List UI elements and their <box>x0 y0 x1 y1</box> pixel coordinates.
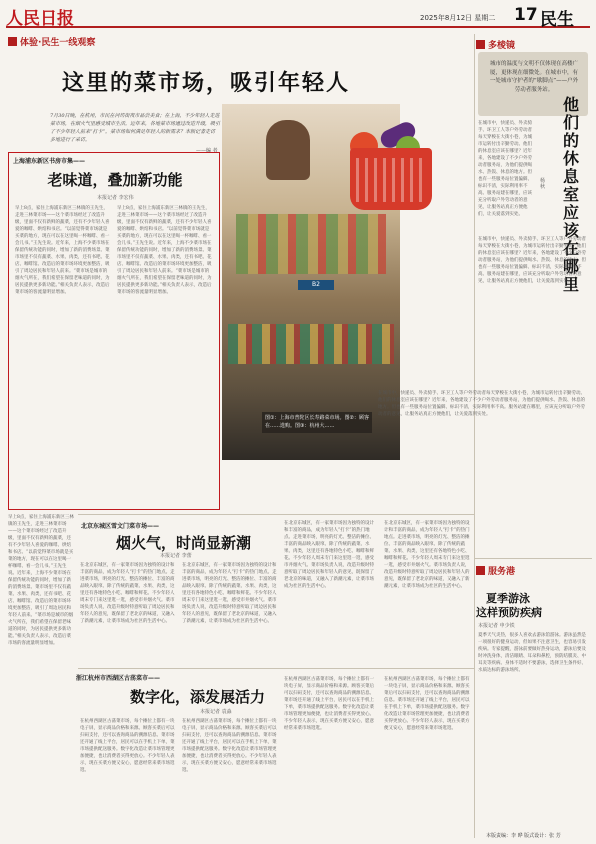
story-body-col1: 在北京东城区，有一家菜市场因为独特的设计和丰富的商品，成为年轻人“打卡”的热门地点。走进菜市场，明亮的灯光、整洁的摊位、丰富的商品映入眼帘。除了传统的蔬菜、水果、肉类，这里还有各地特色小吃、咖啡和鲜花。不少年轻人周末专门来这里逛一逛，感受市井烟火气。菜市场负责人说，改造升级时特意听取了周边居民和年轻人的意见，既保留了老北京的味道，又融入了新潮元素，让菜市场成为社区的生活中心。 <box>80 563 175 624</box>
story-byline: 本报记者 李蕾 <box>160 553 192 559</box>
story-title: 老味道，叠加新功能 <box>47 171 183 189</box>
service-heading-text: 服务港 <box>488 567 516 577</box>
kicker-text: 体验·民生一线观察 <box>20 38 96 48</box>
commentary-byline: 杨 秋 <box>540 178 546 190</box>
story-label: 浙江杭州市西湖区古荡菜市—— <box>76 675 161 682</box>
service-byline: 本报记者 申少铁 <box>478 623 515 629</box>
main-headline: 这里的菜市场，吸引年轻人 <box>62 70 351 96</box>
service-title-line1: 夏季游泳 <box>486 592 530 605</box>
story-title: 数字化，添发展活力 <box>130 688 266 706</box>
intro-editor-sign: ——编 者 <box>196 148 218 154</box>
section-marker-icon <box>476 566 485 575</box>
masthead <box>6 4 590 28</box>
divider <box>474 558 592 559</box>
story-shanghai <box>8 152 220 510</box>
issue-date: 2025年8月12日 星期二 <box>420 14 496 22</box>
sidebar-heading <box>476 38 515 51</box>
commentary-body-bottom: 在城市中，快递员、外卖骑手、环卫工人等户外劳动者每天穿梭在大街小巷，为城市运转付出辛勤劳动。他们的休息室应该在哪里？近年来，各地建设了不少户外劳动者服务站，为他们提供喝水、热饭、休息的地方。但也有一些服务站位置偏僻、标识不清，实际利用率不高。服务站建在哪里，应该充分听取户外劳动者的意见，让服务站真正方便他们，让关爱落到实处。 <box>378 391 585 417</box>
story-body-continued: 早上8点，家住上海浦东新区三林镇的王先生，走进三林菜市场——这个菜市场经过了改造升级，里面不仅有新鲜的蔬菜，还有不少年轻人喜爱的咖啡、烘焙和书店。“以前觉得菜市场就是买菜的地方，现在可以在这里喝一杯咖啡、看一会儿书。”王先生说。近年来，上海不少菜市场在保留传统功能的同时，增加了新的消费场景。菜市场里不仅有蔬菜、水果、肉类，还有书吧、花店、咖啡馆。改造后的菜市场环境更加整洁，吸引了周边居民和年轻人前来。“菜市场是城市的烟火气所在，我们希望在保留老味道的同时，为居民提供更多新功能。”相关负责人表示，改造后菜市场的客流量明显增加。 <box>8 515 74 646</box>
section-name: 民生 <box>540 10 574 30</box>
feature-kicker <box>8 35 95 48</box>
service-section-heading <box>476 564 515 577</box>
intro-paragraph: 7月30日晚，在杭州，市民在河坊街夜市品尝美食；在上海，不少年轻人走进菜市场，在烟火气里感受城市生活。近年来，各地菜市场通过改造升级，吸引了不少年轻人前来“打卡”。菜市场如何满足年轻人的新需求？本版记者走访多地进行了采访。 <box>50 113 221 143</box>
story-body-col3: 在杭州西湖区古荡菜市场，每个摊位上都有一块电子屏，显示商品价格和来源。顾客买菜后可以扫码支付，还可以查询商品的溯源信息。菜市场还开通了线上平台，居民可以在手机上下单，菜市场提供配送服务。数字化改造让菜市场管理更加便捷，也让消费者买得更放心。不少年轻人表示，现在买菜方便又安心，愿意经常来菜市场逛逛。 <box>284 677 374 731</box>
divider <box>78 668 474 669</box>
photo-stall-sign: B2 <box>298 280 334 290</box>
page-number: 17 <box>514 5 538 25</box>
service-body: 夏季天气炎热，很多人喜欢去游泳馆游泳。游泳虽然是一项很好的健身运动，但如果不注意卫生，也容易引发疾病。专家提醒，游泳前要做好热身运动，游泳后要及时冲洗身体，清洁眼睛、耳朵和鼻腔，预防结膜炎、中耳炎等疾病。身体不适时不要游泳，选择卫生条件好、水质达标的游泳场所。 <box>478 633 586 673</box>
story-label: 北京东城区雪文门菜市场—— <box>81 523 160 530</box>
story-body-col2: 在杭州西湖区古荡菜市场，每个摊位上都有一块电子屏，显示商品价格和来源。顾客买菜后可以扫码支付，还可以查询商品的溯源信息。菜市场还开通了线上平台，居民可以在手机上下单，菜市场提供配送服务。数字化改造让菜市场管理更加便捷，也让消费者买得更放心。不少年轻人表示，现在买菜方便又安心，愿意经常来菜市场逛逛。 <box>182 719 277 773</box>
story-byline: 本报记者 袁淼 <box>200 709 232 715</box>
page-credits: 本版责编：李 晔 版式设计：张 芳 <box>486 833 561 839</box>
story-body-col1: 在杭州西湖区古荡菜市场，每个摊位上都有一块电子屏，显示商品价格和来源。顾客买菜后可以扫码支付，还可以查询商品的溯源信息。菜市场还开通了线上平台，居民可以在手机上下单，菜市场提供配送服务。数字化改造让菜市场管理更加便捷，也让消费者买得更放心。不少年轻人表示，现在买菜方便又安心，愿意经常来菜市场逛逛。 <box>80 719 175 773</box>
story-body-col3: 在北京东城区，有一家菜市场因为独特的设计和丰富的商品，成为年轻人“打卡”的热门地点。走进菜市场，明亮的灯光、整洁的摊位、丰富的商品映入眼帘。除了传统的蔬菜、水果、肉类，这里还有各地特色小吃、咖啡和鲜花。不少年轻人周末专门来这里逛一逛，感受市井烟火气。菜市场负责人说，改造升级时特意听取了周边居民和年轻人的意见，既保留了老北京的味道，又融入了新潮元素，让菜市场成为社区的生活中心。 <box>284 521 374 589</box>
story-body-col1: 早上8点，家住上海浦东新区三林镇的王先生，走进三林菜市场——这个菜市场经过了改造升级，里面不仅有新鲜的蔬菜，还有不少年轻人喜爱的咖啡、烘焙和书店。“以前觉得菜市场就是买菜的地方，现在可以在这里喝一杯咖啡、看一会儿书。”王先生说。近年来，上海不少菜市场在保留传统功能的同时，增加了新的消费场景。菜市场里不仅有蔬菜、水果、肉类，还有书吧、花店、咖啡馆。改造后的菜市场环境更加整洁，吸引了周边居民和年轻人前来。“菜市场是城市的烟火气所在，我们希望在保留老味道的同时，为居民提供更多新功能。”相关负责人表示，改造后菜市场的客流量明显增加。 <box>15 206 110 295</box>
section-marker-icon <box>476 40 485 49</box>
photo-stall <box>236 214 386 274</box>
story-body-col4: 在杭州西湖区古荡菜市场，每个摊位上都有一块电子屏，显示商品价格和来源。顾客买菜后可以扫码支付，还可以查询商品的溯源信息。菜市场还开通了线上平台，居民可以在手机上下单，菜市场提供配送服务。数字化改造让菜市场管理更加便捷，也让消费者买得更放心。不少年轻人表示，现在买菜方便又安心，愿意经常来菜市场逛逛。 <box>384 677 470 731</box>
story-body-col4: 在北京东城区，有一家菜市场因为独特的设计和丰富的商品，成为年轻人“打卡”的热门地点。走进菜市场，明亮的灯光、整洁的摊位、丰富的商品映入眼帘。除了传统的蔬菜、水果、肉类，这里还有各地特色小吃、咖啡和鲜花。不少年轻人周末专门来这里逛一逛，感受市井烟火气。菜市场负责人说，改造升级时特意听取了周边居民和年轻人的意见，既保留了老北京的味道，又融入了新潮元素，让菜市场成为社区的生活中心。 <box>384 521 470 589</box>
photo-vendor <box>266 120 310 180</box>
sidebar-heading-text: 多棱镜 <box>488 41 516 51</box>
section-marker-icon <box>8 37 17 46</box>
story-title: 烟火气，时尚显新潮 <box>116 534 252 552</box>
commentary-body-top: 在城市中，快递员、外卖骑手、环卫工人等户外劳动者每天穿梭在大街小巷，为城市运转付出辛勤劳动。他们的休息室应该在哪里？近年来，各地建设了不少户外劳动者服务站，为他们提供喝水、热饭、休息的地方。但也有一些服务站位置偏僻、标识不清，实际利用率不高。服务站建在哪里，应该充分听取户外劳动者的意见，让服务站真正方便他们，让关爱落到实处。 <box>478 121 532 217</box>
commentary-body-middle: 在城市中，快递员、外卖骑手、环卫工人等户外劳动者每天穿梭在大街小巷，为城市运转付出辛勤劳动。他们的休息室应该在哪里？近年来，各地建设了不少户外劳动者服务站，为他们提供喝水、热饭、休息的地方。但也有一些服务站位置偏僻、标识不清，实际利用率不高。服务站建在哪里，应该充分听取户外劳动者的意见，让服务站真正方便他们，让关爱落到实处。 <box>478 237 586 284</box>
story-byline: 本报记者 李宏伟 <box>97 195 134 201</box>
photo-stall-lower <box>228 324 394 364</box>
photo-captions: 图①：上海市普陀区长寿路菜市场。图②：顾客在……选购。图③：杭州大…… <box>262 412 372 433</box>
story-body-col2: 早上8点，家住上海浦东新区三林镇的王先生，走进三林菜市场——这个菜市场经过了改造升级，里面不仅有新鲜的蔬菜，还有不少年轻人喜爱的咖啡、烘焙和书店。“以前觉得菜市场就是买菜的地方，现在可以在这里喝一杯咖啡、看一会儿书。”王先生说。近年来，上海不少菜市场在保留传统功能的同时，增加了新的消费场景。菜市场里不仅有蔬菜、水果、肉类，还有书吧、花店、咖啡馆。改造后的菜市场环境更加整洁，吸引了周边居民和年轻人前来。“菜市场是城市的烟火气所在，我们希望在保留老味道的同时，为居民提供更多新功能。”相关负责人表示，改造后菜市场的客流量明显增加。 <box>117 206 212 295</box>
story-body-col2: 在北京东城区，有一家菜市场因为独特的设计和丰富的商品，成为年轻人“打卡”的热门地点。走进菜市场，明亮的灯光、整洁的摊位、丰富的商品映入眼帘。除了传统的蔬菜、水果、肉类，这里还有各地特色小吃、咖啡和鲜花。不少年轻人周末专门来这里逛一逛，感受市井烟火气。菜市场负责人说，改造升级时特意听取了周边居民和年轻人的意见，既保留了老北京的味道，又融入了新潮元素，让菜市场成为社区的生活中心。 <box>182 563 277 624</box>
service-title-line2: 这样预防疾病 <box>476 606 542 619</box>
commentary-title: 他们的休息室应该在哪里 <box>562 95 579 294</box>
story-label: 上海浦东新区书房市集—— <box>13 158 86 165</box>
sidebar-summary-text: 城市的温度与文明不仅体现在高楼广厦，更体现在细微处。在城市中，有一处城市守护者的“歇脚点”——户外劳动者服务站。 <box>489 61 579 93</box>
shopping-basket-illustration <box>350 148 432 210</box>
newspaper-logo: 人民日报 <box>6 9 74 29</box>
